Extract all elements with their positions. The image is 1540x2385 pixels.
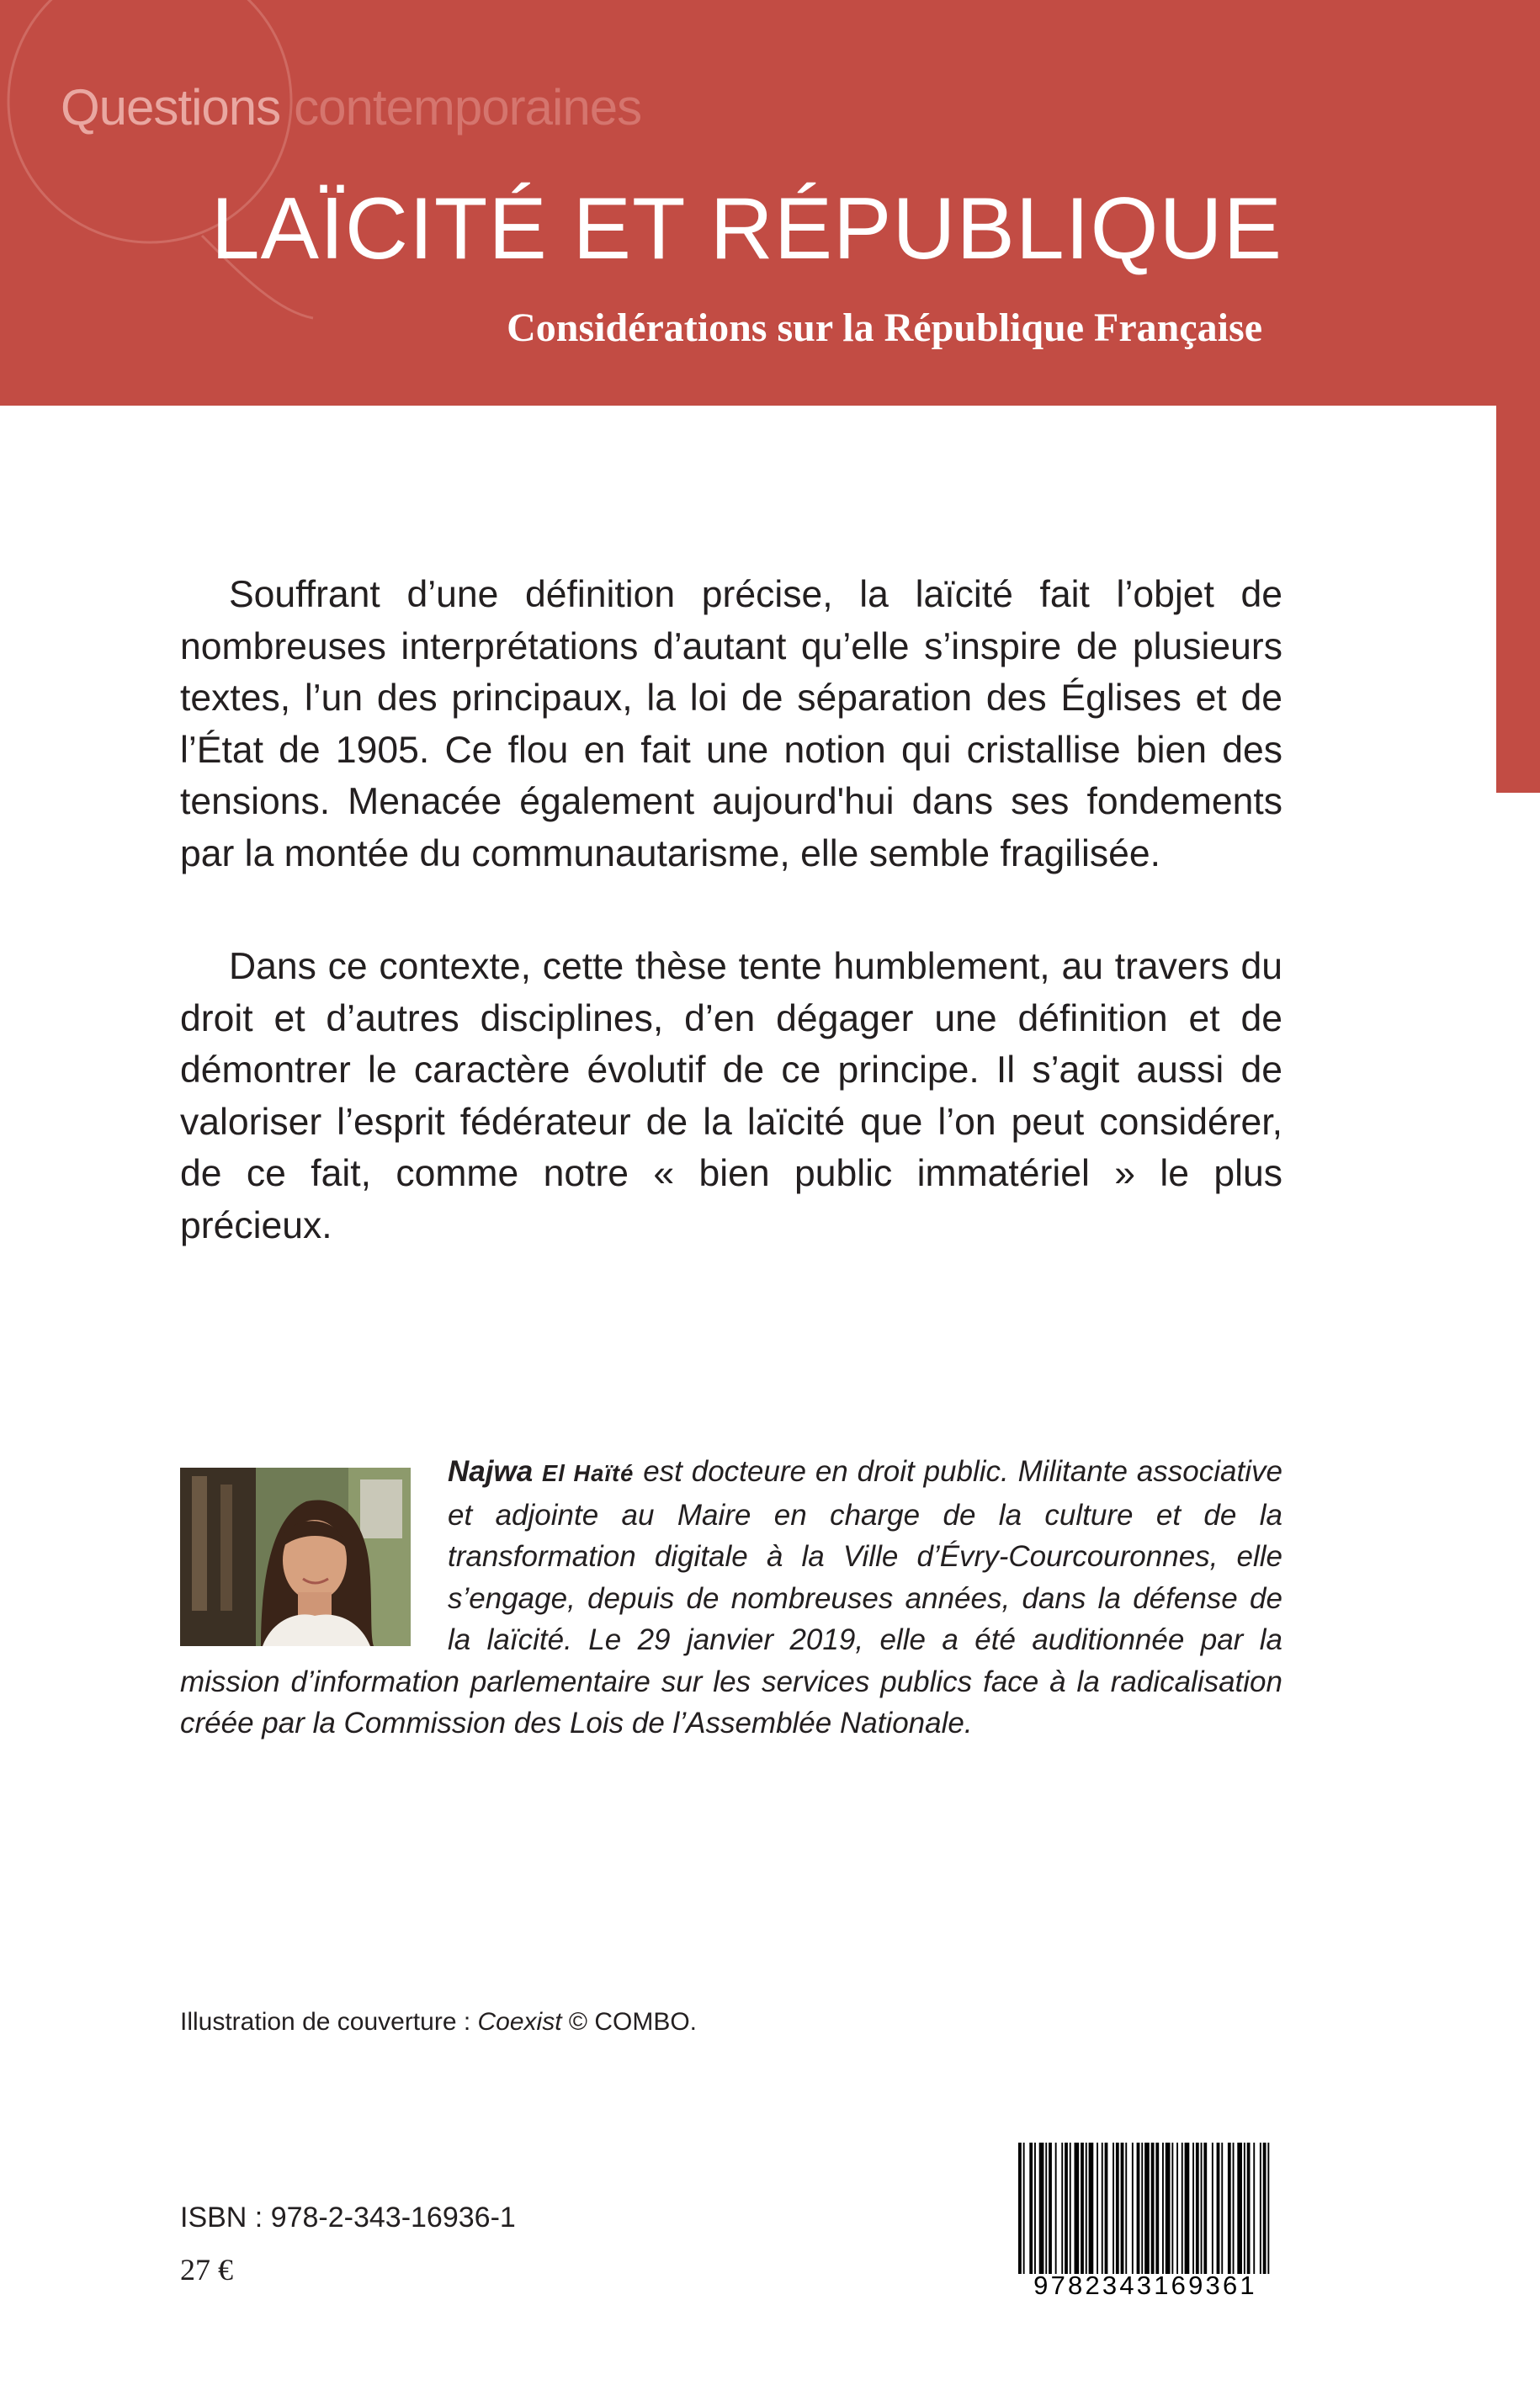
author-first-name: Najwa bbox=[448, 1455, 534, 1488]
side-accent-band bbox=[1496, 406, 1540, 793]
barcode-bar bbox=[1075, 2143, 1080, 2274]
barcode-bar bbox=[1034, 2143, 1036, 2274]
barcode-bar bbox=[1253, 2143, 1255, 2274]
barcode-bar bbox=[1196, 2143, 1199, 2274]
barcode-bar bbox=[1023, 2143, 1025, 2274]
cover-header bbox=[0, 0, 1540, 406]
author-bio bbox=[180, 1451, 1282, 1745]
barcode-bar bbox=[1055, 2143, 1057, 2274]
barcode-bar bbox=[1267, 2143, 1269, 2274]
barcode-bar bbox=[1141, 2143, 1143, 2274]
barcode-digits: 9782343169361 bbox=[1033, 2271, 1257, 2300]
price: 27 € bbox=[180, 2253, 233, 2287]
barcode-bar bbox=[1137, 2143, 1140, 2274]
book-title: LAÏCITÉ ET RÉPUBLIQUE bbox=[210, 180, 1282, 278]
barcode-bar bbox=[1102, 2143, 1103, 2274]
blurb-paragraph-2: Dans ce contexte, cette thèse tente humblement, au travers du droit et d’autres disciplines, d’en dégager une définition et de démontrer le caractère évolutif de ce principe. Il s’agit aussi de valoriser l’esprit fédérateur de la laïcité que l’on peut considérer, de ce fait, comme notre « bien public immatériel » le plus précieux. bbox=[180, 946, 1282, 1246]
barcode-bar bbox=[1049, 2143, 1052, 2274]
author-name bbox=[448, 1455, 634, 1488]
barcode-bar bbox=[1097, 2143, 1098, 2274]
series-word-2: contemporaines bbox=[294, 79, 642, 135]
barcode-bar bbox=[1086, 2143, 1087, 2274]
barcode-bar bbox=[1201, 2143, 1203, 2274]
series-word-1: Questions bbox=[61, 79, 281, 135]
barcode-bar bbox=[1018, 2143, 1022, 2274]
barcode-bar bbox=[1089, 2143, 1094, 2274]
barcode-bar bbox=[1182, 2143, 1183, 2274]
barcode-bar bbox=[1061, 2143, 1063, 2274]
photo-wrap-spacer bbox=[180, 1451, 448, 1651]
barcode-bar bbox=[1065, 2143, 1068, 2274]
barcode-bar bbox=[1228, 2143, 1231, 2274]
barcode-bar bbox=[1105, 2143, 1108, 2274]
series-q-logo bbox=[0, 0, 353, 353]
barcode-bar bbox=[1212, 2143, 1213, 2274]
barcode-bar bbox=[1166, 2143, 1171, 2274]
barcode-bar bbox=[1247, 2143, 1251, 2274]
barcode-bar bbox=[1155, 2143, 1159, 2274]
barcode bbox=[1015, 2143, 1276, 2300]
cover-illustration-credit bbox=[180, 2008, 697, 2037]
isbn: ISBN : 978-2-343-16936-1 bbox=[180, 2202, 516, 2234]
barcode-bars bbox=[1015, 2143, 1276, 2274]
barcode-bar bbox=[1113, 2143, 1114, 2274]
barcode-bar bbox=[1244, 2143, 1245, 2274]
series-name bbox=[61, 79, 642, 135]
credit-work: Coexist bbox=[477, 2008, 562, 2036]
barcode-bar bbox=[1192, 2143, 1194, 2274]
barcode-bar bbox=[1233, 2143, 1235, 2274]
barcode-bar bbox=[1132, 2143, 1134, 2274]
barcode-bar bbox=[1263, 2143, 1267, 2274]
barcode-bar bbox=[1045, 2143, 1047, 2274]
barcode-bar bbox=[1203, 2143, 1207, 2274]
barcode-bar bbox=[1185, 2143, 1190, 2274]
barcode-bar bbox=[1144, 2143, 1150, 2274]
author-last-name: El Haïté bbox=[542, 1460, 635, 1486]
barcode-bar bbox=[1260, 2143, 1261, 2274]
barcode-bar bbox=[1029, 2143, 1033, 2274]
barcode-bar bbox=[1125, 2143, 1127, 2274]
barcode-bar bbox=[1070, 2143, 1071, 2274]
barcode-bar bbox=[1171, 2143, 1173, 2274]
credit-suffix: © COMBO. bbox=[561, 2008, 698, 2036]
barcode-bar bbox=[1081, 2143, 1084, 2274]
barcode-bar bbox=[1151, 2143, 1155, 2274]
book-subtitle: Considérations sur la République Française bbox=[507, 305, 1262, 350]
barcode-bar bbox=[1217, 2143, 1220, 2274]
author-bio-text: est docteure en droit public. Militante associative et adjointe au Maire en charge de la culture et de la transformation digitale à la Ville d’Évry-Courcouronnes, elle s’engage, depuis de nombreuses années, dans la défense de la laïcité. Le 29 janvier 2019, elle a été auditionnée par la mission d’information parlementaire sur les services publics face à la radicalisation créée par la Commission des Lois de l’Assemblée Nationale. bbox=[180, 1455, 1282, 1740]
barcode-bar bbox=[1121, 2143, 1124, 2274]
barcode-bar bbox=[1116, 2143, 1119, 2274]
credit-prefix: Illustration de couverture : bbox=[180, 2008, 478, 2036]
barcode-bar bbox=[1221, 2143, 1223, 2274]
barcode-bar bbox=[1039, 2143, 1044, 2274]
barcode-bar bbox=[1237, 2143, 1242, 2274]
barcode-bar bbox=[1176, 2143, 1178, 2274]
blurb-paragraph-1: Souffrant d’une définition précise, la laïcité fait l’objet de nombreuses interprétations d’autant qu’elle s’inspire de plusieurs textes, l’un des principaux, la loi de séparation des Églises et de l’État de 1905. Ce flou en fait une notion qui cristallise bien des tensions. Menacée également aujourd'hui dans ses fondements par la montée du communautarisme, elle semble fragilisée. bbox=[180, 574, 1282, 874]
barcode-bar bbox=[1162, 2143, 1164, 2274]
